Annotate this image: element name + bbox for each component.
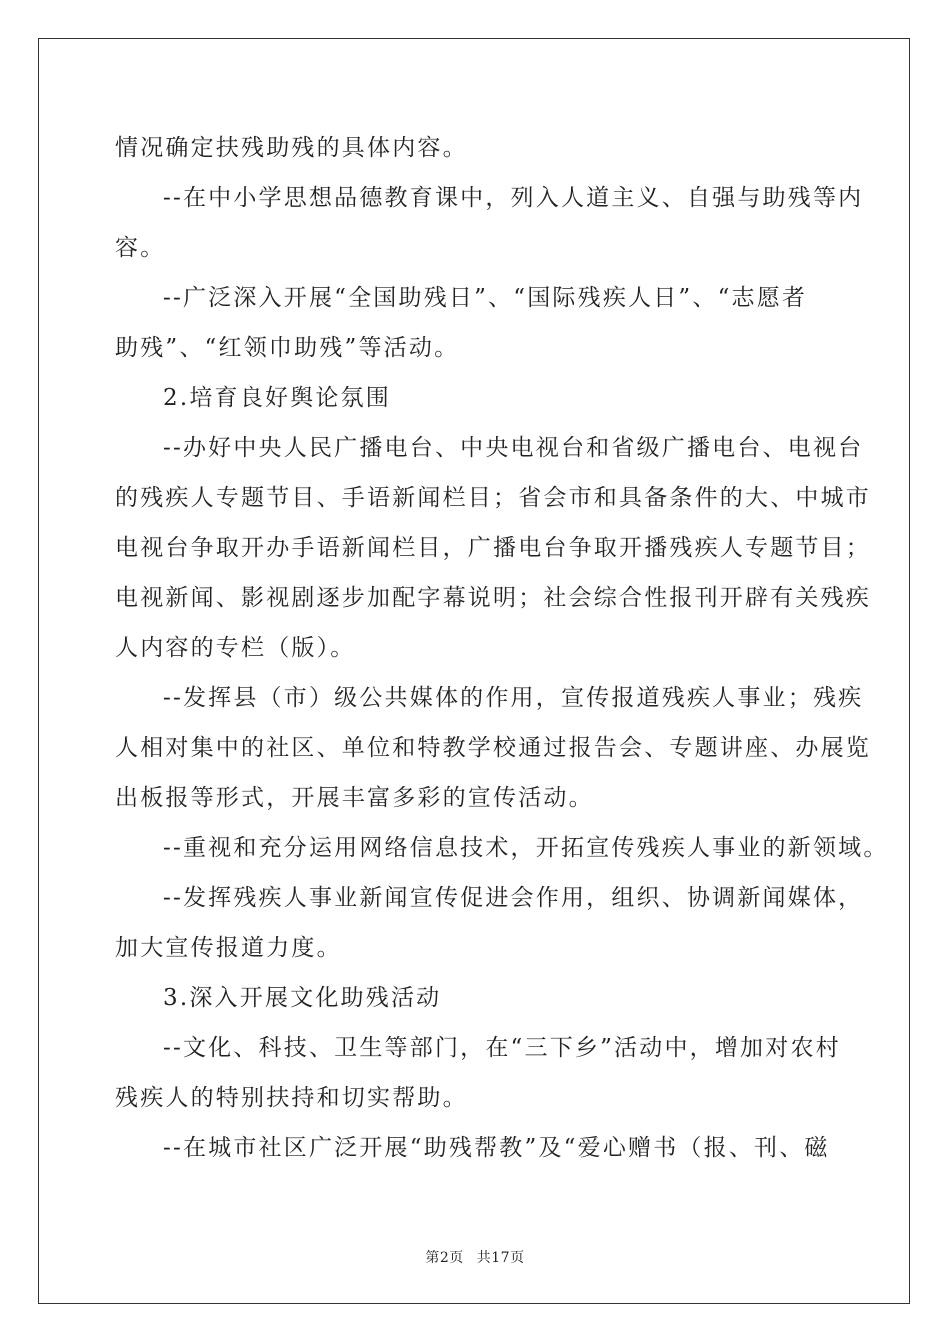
text-line: --发挥县（市）级公共媒体的作用，宣传报道残疾人事业；残疾 xyxy=(163,685,864,711)
text-line: 人内容的专栏（版）。 xyxy=(115,635,356,661)
page-total: 共17页 xyxy=(476,1250,525,1266)
text-line: 加大宣传报道力度。 xyxy=(115,935,342,961)
text-line: 人相对集中的社区、单位和特教学校通过报告会、专题讲座、办展览 xyxy=(115,735,871,761)
text-line: --文化、科技、卫生等部门，在“三下乡”活动中，增加对农村 xyxy=(163,1035,841,1061)
text-line: --在城市社区广泛开展“助残帮教”及“爱心赠书（报、刊、磁 xyxy=(163,1135,830,1161)
text-line: 电视台争取开办手语新闻栏目，广播电台争取开播残疾人专题节目； xyxy=(115,535,871,561)
page-footer xyxy=(0,1247,950,1267)
text-line: --广泛深入开展“全国助残日”、“国际残疾人日”、“志愿者 xyxy=(163,285,808,311)
text-line: --发挥残疾人事业新闻宣传促进会作用，组织、协调新闻媒体， xyxy=(163,885,864,911)
text-line: 残疾人的特别扶持和切实帮助。 xyxy=(115,1085,468,1111)
text-line: --办好中央人民广播电台、中央电视台和省级广播电台、电视台 xyxy=(163,435,864,461)
page-border xyxy=(38,38,910,1304)
text-line: 情况确定扶残助残的具体内容。 xyxy=(115,135,468,161)
text-line: 出板报等形式，开展丰富多彩的宣传活动。 xyxy=(115,785,594,811)
text-line: 助残”、“红领巾助残”等活动。 xyxy=(115,335,460,361)
page-number: 第2页 xyxy=(425,1250,464,1266)
section-heading: 3.深入开展文化助残活动 xyxy=(163,985,442,1011)
text-line: --重视和充分运用网络信息技术，开拓宣传残疾人事业的新领域。 xyxy=(163,835,889,861)
text-line: --在中小学思想品德教育课中，列入人道主义、自强与助残等内 xyxy=(163,185,864,211)
text-line: 容。 xyxy=(115,235,166,261)
section-heading: 2.培育良好舆论氛围 xyxy=(163,385,391,411)
text-line: 电视新闻、影视剧逐步加配字幕说明；社会综合性报刊开辟有关残疾 xyxy=(115,585,871,611)
text-line: 的残疾人专题节目、手语新闻栏目；省会市和具备条件的大、中城市 xyxy=(115,485,871,511)
